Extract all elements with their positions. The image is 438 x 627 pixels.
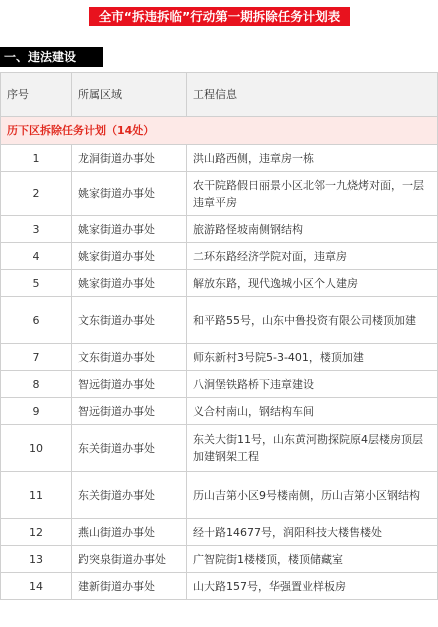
section-header: 一、违法建设 <box>0 47 103 67</box>
row-info-cell: 广智院街1楼楼顶，楼顶储藏室 <box>187 546 438 573</box>
row-info-cell: 农干院路假日丽景小区北邻一九烧烤对面，一层违章平房 <box>187 172 438 216</box>
row-area-cell: 姚家街道办事处 <box>72 243 187 270</box>
task-table <box>0 72 438 600</box>
row-info-cell: 二环东路经济学院对面，违章房 <box>187 243 438 270</box>
row-area-cell: 智远街道办事处 <box>72 398 187 425</box>
row-no-cell: 7 <box>1 344 72 371</box>
row-area-cell: 姚家街道办事处 <box>72 216 187 243</box>
header-no: 序号 <box>1 73 72 117</box>
row-area-cell: 姚家街道办事处 <box>72 270 187 297</box>
table-row <box>1 172 438 216</box>
table-row <box>1 472 438 519</box>
row-no-cell: 10 <box>1 425 72 472</box>
row-no-cell: 6 <box>1 297 72 344</box>
row-area-cell: 文东街道办事处 <box>72 297 187 344</box>
row-no-cell: 11 <box>1 472 72 519</box>
header-info: 工程信息 <box>187 73 438 117</box>
row-area-cell: 智远街道办事处 <box>72 371 187 398</box>
row-no-cell: 14 <box>1 573 72 600</box>
table-row <box>1 145 438 172</box>
table-row <box>1 573 438 600</box>
table-row <box>1 297 438 344</box>
header-area: 所属区域 <box>72 73 187 117</box>
table-body <box>1 73 438 600</box>
table-row <box>1 371 438 398</box>
row-no-cell: 9 <box>1 398 72 425</box>
table-row <box>1 398 438 425</box>
row-info-cell: 师东新村3号院5-3-401，楼顶加建 <box>187 344 438 371</box>
row-area-cell: 文东街道办事处 <box>72 344 187 371</box>
row-area-cell: 东关街道办事处 <box>72 472 187 519</box>
table-row <box>1 270 438 297</box>
row-area-cell: 建新街道办事处 <box>72 573 187 600</box>
row-area-cell: 龙洞街道办事处 <box>72 145 187 172</box>
table-row <box>1 546 438 573</box>
row-info-cell: 经十路14677号，润阳科技大楼售楼处 <box>187 519 438 546</box>
row-info-cell: 山大路157号，华强置业样板房 <box>187 573 438 600</box>
group-title: 历下区拆除任务计划（14处） <box>1 117 438 145</box>
row-no-cell: 2 <box>1 172 72 216</box>
row-no-cell: 5 <box>1 270 72 297</box>
row-no-cell: 3 <box>1 216 72 243</box>
row-area-cell: 东关街道办事处 <box>72 425 187 472</box>
row-no-cell: 12 <box>1 519 72 546</box>
row-no-cell: 1 <box>1 145 72 172</box>
row-info-cell: 旅游路怪坡南侧钢结构 <box>187 216 438 243</box>
table-row <box>1 519 438 546</box>
table-header-row <box>1 73 438 117</box>
row-area-cell: 趵突泉街道办事处 <box>72 546 187 573</box>
row-info-cell: 历山吉第小区9号楼南侧，历山吉第小区钢结构 <box>187 472 438 519</box>
group-title-row <box>1 117 438 145</box>
table-row <box>1 243 438 270</box>
table-row <box>1 425 438 472</box>
row-info-cell: 洪山路西侧，违章房一栋 <box>187 145 438 172</box>
page-title: 全市“拆违拆临”行动第一期拆除任务计划表 <box>89 7 350 26</box>
row-area-cell: 姚家街道办事处 <box>72 172 187 216</box>
row-info-cell: 和平路55号，山东中鲁投资有限公司楼顶加建 <box>187 297 438 344</box>
row-info-cell: 八涧堡铁路桥下违章建设 <box>187 371 438 398</box>
row-no-cell: 13 <box>1 546 72 573</box>
table-row <box>1 344 438 371</box>
row-no-cell: 8 <box>1 371 72 398</box>
row-info-cell: 东关大街11号，山东黄河勘探院原4层楼房顶层加建钢架工程 <box>187 425 438 472</box>
row-info-cell: 义合村南山，钢结构车间 <box>187 398 438 425</box>
row-info-cell: 解放东路，现代逸城小区个人建房 <box>187 270 438 297</box>
table-row <box>1 216 438 243</box>
row-no-cell: 4 <box>1 243 72 270</box>
row-area-cell: 燕山街道办事处 <box>72 519 187 546</box>
